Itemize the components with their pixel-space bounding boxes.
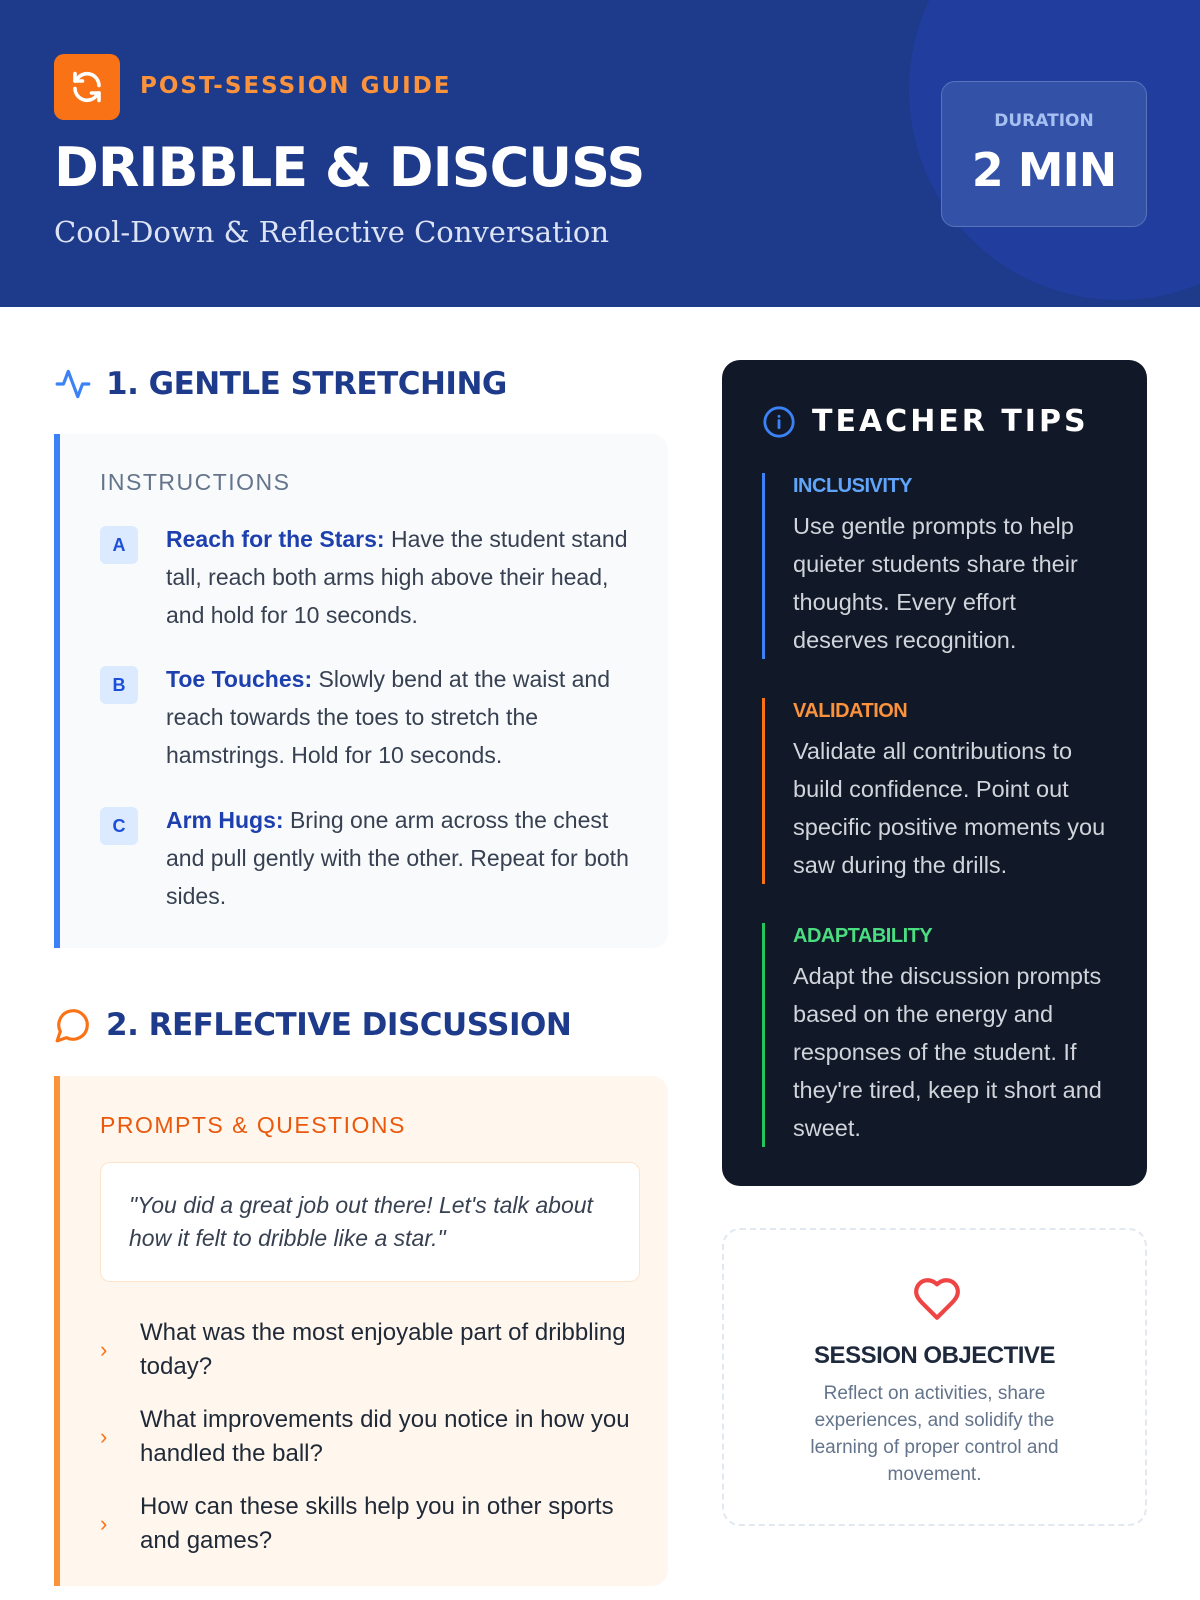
chevron-right-icon: › (100, 1424, 108, 1449)
page-title: DRIBBLE & DISCUSS (54, 136, 645, 199)
tip-heading: VALIDATION (793, 700, 908, 722)
heart-icon (912, 1274, 962, 1324)
question-text: What improvements did you notice in how you handled the ball? (140, 1406, 630, 1467)
duration-label: DURATION (994, 111, 1094, 131)
page-subtitle: Cool-Down & Reflective Conversation (54, 215, 610, 249)
objective-body: Reflect on activities, share experiences, and solidify the learning of proper control and movement. (810, 1383, 1059, 1485)
instruction-lead: Toe Touches: (166, 666, 313, 692)
instruction-body: Slowly bend at the waist and reach towards the toes to stretch the hamstrings. Hold for 10 seconds. (166, 666, 611, 768)
tips-heading (762, 402, 1089, 442)
tip-validation (762, 698, 1112, 884)
teacher-tips-card (722, 360, 1147, 1186)
instruction-item (100, 660, 650, 774)
section-heading-stretching (54, 362, 507, 406)
prompts-label: PROMPTS & QUESTIONS (100, 1112, 406, 1138)
tip-body: Validate all contributions to build confidence. Point out specific positive moments you saw during the drills. (793, 738, 1106, 878)
page-header (0, 0, 1200, 307)
chevron-right-icon: › (100, 1511, 108, 1536)
instruction-item (100, 801, 650, 915)
objective-title: SESSION OBJECTIVE (814, 1342, 1055, 1369)
question-text: What was the most enjoyable part of dribbling today? (140, 1319, 626, 1380)
instruction-body: Bring one arm across the chest and pull gently with the other. Repeat for both sides. (166, 807, 629, 909)
instruction-badge: B (100, 666, 138, 704)
duration-badge (941, 81, 1147, 227)
tip-heading: ADAPTABILITY (793, 925, 933, 947)
section-title-discussion: 2. REFLECTIVE DISCUSSION (106, 1007, 572, 1043)
instruction-badge: C (100, 807, 138, 845)
question-item (100, 1490, 640, 1558)
instruction-text (166, 520, 650, 634)
instructions-label: INSTRUCTIONS (100, 469, 291, 495)
refresh-icon (69, 69, 105, 105)
tip-heading: INCLUSIVITY (793, 475, 912, 497)
info-icon (762, 405, 796, 439)
instruction-item (100, 520, 650, 634)
tip-adaptability (762, 923, 1112, 1147)
instruction-lead: Reach for the Stars: (166, 526, 385, 552)
discussion-card (54, 1076, 668, 1586)
instruction-body: Have the student stand tall, reach both arms high above their head, and hold for 10 seconds. (166, 526, 628, 628)
instruction-text (166, 801, 650, 915)
opening-quote: "You did a great job out there! Let's talk about how it felt to dribble like a star." (100, 1162, 640, 1282)
session-objective-card (722, 1228, 1147, 1526)
question-item (100, 1316, 640, 1384)
instructions-card (54, 434, 668, 948)
instruction-badge: A (100, 526, 138, 564)
duration-value: 2 MIN (971, 143, 1117, 197)
chat-bubble-icon (54, 1006, 92, 1044)
activity-icon (54, 365, 92, 403)
logo-badge (54, 54, 120, 120)
tips-title: TEACHER TIPS (812, 404, 1089, 439)
tip-body: Adapt the discussion prompts based on the energy and responses of the student. If they're tired, keep it short and sweet. (793, 963, 1102, 1141)
section-title-stretching: 1. GENTLE STRETCHING (106, 366, 507, 402)
question-item (100, 1403, 640, 1471)
instruction-text (166, 660, 650, 774)
header-kicker: POST-SESSION GUIDE (140, 73, 452, 99)
section-heading-discussion (54, 1003, 571, 1047)
question-text: How can these skills help you in other sports and games? (140, 1493, 614, 1554)
tip-inclusivity (762, 473, 1112, 659)
chevron-right-icon: › (100, 1337, 108, 1362)
tip-body: Use gentle prompts to help quieter students share their thoughts. Every effort deserves recognition. (793, 513, 1078, 653)
instruction-lead: Arm Hugs: (166, 807, 284, 833)
